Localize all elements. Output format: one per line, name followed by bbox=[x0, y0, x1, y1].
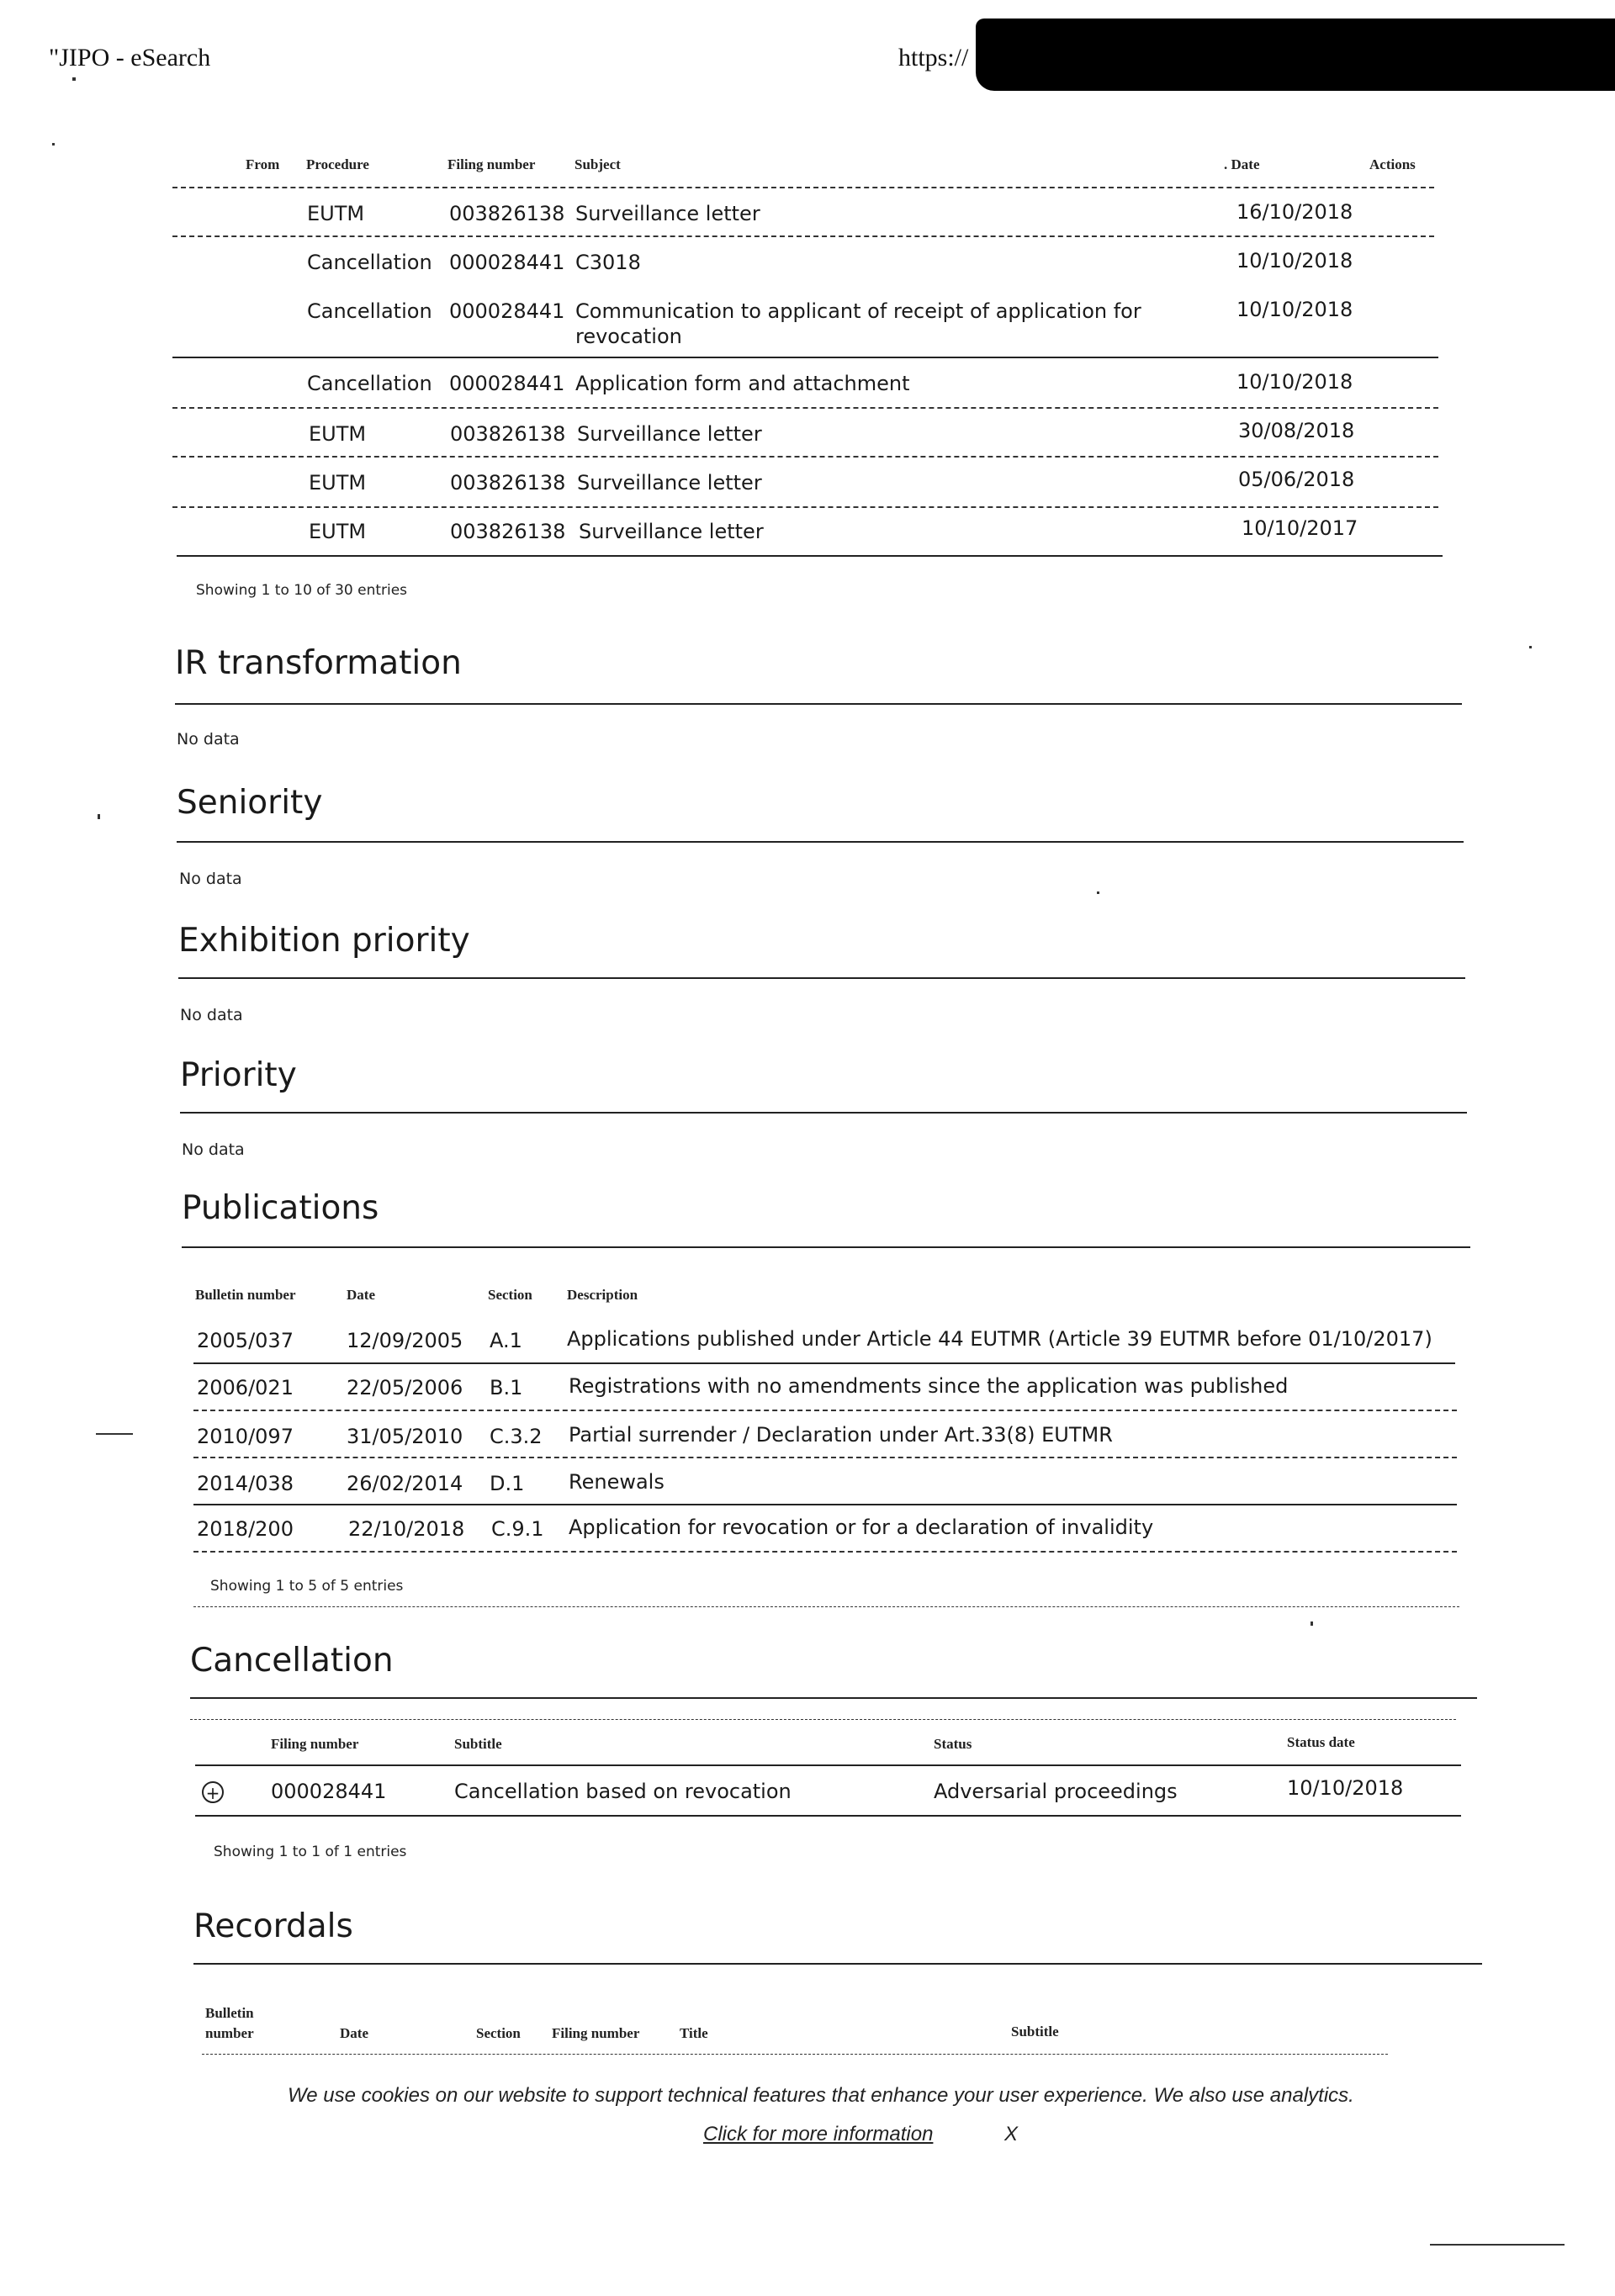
col-procedure[interactable]: Procedure bbox=[306, 156, 369, 172]
row-procedure: EUTM bbox=[309, 520, 367, 543]
section-title-priority: Priority bbox=[180, 1056, 297, 1094]
col-from[interactable]: From bbox=[246, 156, 280, 172]
row-procedure: EUTM bbox=[309, 471, 367, 495]
row-date: 10/10/2018 bbox=[1236, 249, 1353, 272]
section-title-ir-transformation: IR transformation bbox=[175, 644, 462, 682]
row-procedure: Cancellation bbox=[307, 251, 432, 274]
pub-bulletin: 2005/037 bbox=[197, 1329, 294, 1352]
row-filing-number: 003826138 bbox=[450, 520, 566, 543]
pub-bulletin: 2014/038 bbox=[197, 1472, 294, 1495]
col-description[interactable]: Description bbox=[567, 1287, 638, 1303]
pub-bulletin: 2006/021 bbox=[197, 1376, 294, 1399]
pub-date: 12/09/2005 bbox=[347, 1329, 463, 1352]
pub-section: C.9.1 bbox=[491, 1517, 544, 1541]
pub-bulletin: 2010/097 bbox=[197, 1425, 294, 1448]
pub-description: Partial surrender / Declaration under Art.33(8) EUTMR bbox=[569, 1423, 1113, 1447]
exhibition-priority-no-data: No data bbox=[180, 1006, 243, 1024]
pub-date: 22/05/2006 bbox=[347, 1376, 463, 1399]
row-filing-number: 003826138 bbox=[449, 202, 565, 225]
row-subject-link[interactable]: Application form and attachment bbox=[575, 372, 910, 395]
row-subject-link[interactable]: Communication to applicant of receipt of application for bbox=[575, 299, 1141, 323]
col-status[interactable]: Status bbox=[934, 1736, 972, 1752]
col-title[interactable]: Title bbox=[680, 2025, 708, 2041]
scan-speck bbox=[72, 77, 76, 81]
cancellation-subtitle: Cancellation based on revocation bbox=[454, 1780, 792, 1803]
row-date: 10/10/2018 bbox=[1236, 370, 1353, 394]
section-title-cancellation: Cancellation bbox=[190, 1642, 394, 1680]
col-date[interactable]: . Date bbox=[1224, 156, 1260, 172]
row-filing-number: 000028441 bbox=[449, 372, 565, 395]
row-filing-number: 000028441 bbox=[449, 299, 565, 323]
section-title-publications: Publications bbox=[182, 1189, 379, 1227]
cancellation-status: Adversarial proceedings bbox=[934, 1780, 1178, 1803]
col-subject[interactable]: Subject bbox=[575, 156, 621, 172]
pub-description: Application for revocation or for a declaration of invalidity bbox=[569, 1516, 1154, 1539]
row-filing-number: 003826138 bbox=[450, 471, 566, 495]
cancellation-entries-info: Showing 1 to 1 of 1 entries bbox=[214, 1844, 407, 1860]
col-actions: Actions bbox=[1369, 156, 1416, 172]
row-subject-link[interactable]: Surveillance letter bbox=[579, 520, 764, 543]
ir-transformation-no-data: No data bbox=[177, 730, 240, 749]
col-filing-number[interactable]: Filing number bbox=[271, 1736, 359, 1752]
cookie-banner-text: We use cookies on our website to support technical features that enhance your user experience. We also use analytics. bbox=[288, 2084, 1354, 2107]
pub-date: 22/10/2018 bbox=[348, 1517, 465, 1541]
col-date[interactable]: Date bbox=[340, 2025, 368, 2041]
row-procedure: Cancellation bbox=[307, 299, 432, 323]
seniority-no-data: No data bbox=[179, 870, 242, 888]
pub-section: D.1 bbox=[490, 1472, 525, 1495]
row-procedure: Cancellation bbox=[307, 372, 432, 395]
col-subtitle[interactable]: Subtitle bbox=[1011, 2024, 1059, 2039]
scan-speck bbox=[1529, 646, 1532, 648]
priority-no-data: No data bbox=[182, 1140, 245, 1159]
row-subject-link[interactable]: Surveillance letter bbox=[577, 422, 762, 446]
row-subject-link[interactable]: C3018 bbox=[575, 251, 641, 274]
cancellation-status-date: 10/10/2018 bbox=[1287, 1776, 1404, 1800]
row-date: 05/06/2018 bbox=[1238, 468, 1355, 491]
row-date: 30/08/2018 bbox=[1238, 419, 1355, 442]
scan-speck bbox=[52, 143, 55, 145]
browser-url: https:// bbox=[898, 44, 969, 71]
row-filing-number: 000028441 bbox=[449, 251, 565, 274]
col-filing-number[interactable]: Filing number bbox=[447, 156, 536, 172]
section-title-seniority: Seniority bbox=[177, 784, 323, 822]
redaction-bar bbox=[976, 19, 1615, 91]
pub-description: Registrations with no amendments since the application was published bbox=[569, 1374, 1289, 1398]
pub-section: A.1 bbox=[490, 1329, 522, 1352]
pub-bulletin: 2018/200 bbox=[197, 1517, 294, 1541]
col-date[interactable]: Date bbox=[347, 1287, 375, 1303]
col-subtitle[interactable]: Subtitle bbox=[454, 1736, 502, 1752]
pub-date: 31/05/2010 bbox=[347, 1425, 463, 1448]
expand-row-icon[interactable]: + bbox=[202, 1781, 224, 1803]
row-subject-continued[interactable]: revocation bbox=[575, 325, 682, 348]
scan-speck bbox=[1430, 2244, 1565, 2246]
row-date: 10/10/2017 bbox=[1242, 516, 1358, 540]
cookie-close-button[interactable]: X bbox=[1004, 2123, 1019, 2145]
scan-speck bbox=[1097, 891, 1099, 894]
pub-date: 26/02/2014 bbox=[347, 1472, 463, 1495]
pub-section: B.1 bbox=[490, 1376, 523, 1399]
col-bulletin[interactable]: Bulletin bbox=[205, 2005, 254, 2021]
col-section[interactable]: Section bbox=[476, 2025, 521, 2041]
correspondence-entries-info: Showing 1 to 10 of 30 entries bbox=[196, 582, 408, 599]
col-bulletin-number-line2[interactable]: number bbox=[205, 2025, 254, 2041]
row-subject-link[interactable]: Surveillance letter bbox=[577, 471, 762, 495]
section-title-exhibition-priority: Exhibition priority bbox=[178, 922, 470, 960]
col-bulletin-number[interactable]: Bulletin number bbox=[195, 1287, 296, 1303]
col-filing-number[interactable]: Filing number bbox=[552, 2025, 640, 2041]
row-filing-number: 003826138 bbox=[450, 422, 566, 446]
row-procedure: EUTM bbox=[307, 202, 365, 225]
row-subject-link[interactable]: Surveillance letter bbox=[575, 202, 760, 225]
pub-description: Applications published under Article 44 EUTMR (Article 39 EUTMR before 01/10/2017) bbox=[567, 1327, 1432, 1351]
row-date: 16/10/2018 bbox=[1236, 200, 1353, 224]
section-title-recordals: Recordals bbox=[193, 1907, 353, 1945]
scan-speck bbox=[96, 1433, 133, 1435]
scan-speck bbox=[98, 814, 100, 819]
cookie-more-info-link[interactable]: Click for more information bbox=[703, 2123, 934, 2145]
col-status-date[interactable]: Status date bbox=[1287, 1734, 1355, 1750]
row-date: 10/10/2018 bbox=[1236, 298, 1353, 321]
row-procedure: EUTM bbox=[309, 422, 367, 446]
publications-entries-info: Showing 1 to 5 of 5 entries bbox=[210, 1578, 404, 1595]
pub-description: Renewals bbox=[569, 1470, 665, 1494]
cancellation-filing-number[interactable]: 000028441 bbox=[271, 1780, 387, 1803]
col-section[interactable]: Section bbox=[488, 1287, 532, 1303]
scan-speck bbox=[1311, 1621, 1313, 1626]
browser-page-title: "JIPO - eSearch bbox=[49, 44, 211, 71]
pub-section: C.3.2 bbox=[490, 1425, 543, 1448]
